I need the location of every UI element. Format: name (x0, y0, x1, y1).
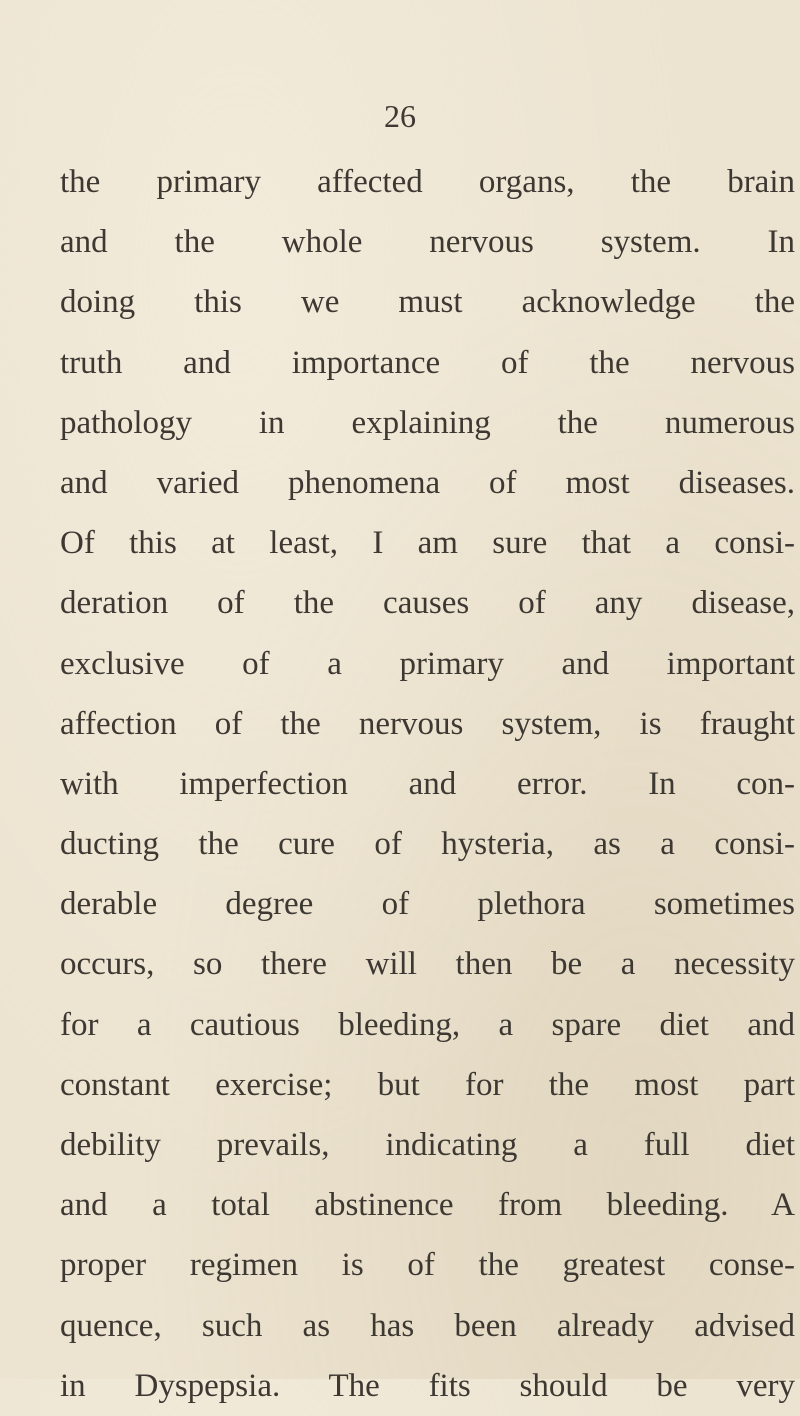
text-line: doing this we must acknowledge the (60, 284, 795, 321)
text-line: debility prevails, indicating a full diet (60, 1127, 795, 1163)
text-line: pathology in explaining the numerous (60, 404, 795, 441)
body-text (60, 152, 795, 1416)
page-number: 26 (384, 98, 416, 134)
text-line: exclusive of a primary and important (60, 645, 795, 682)
text-line: ducting the cure of hysteria, as a consi- (60, 826, 795, 863)
text-line: truth and importance of the nervous (60, 344, 795, 381)
text-line: the primary affected organs, the brain (60, 164, 795, 200)
text-line: in Dyspepsia. The fits should be very (60, 1367, 795, 1404)
text-line: and a total abstinence from bleeding. A (60, 1187, 795, 1224)
text-line: affection of the nervous system, is fraught (60, 705, 795, 742)
text-line: deration of the causes of any disease, (60, 585, 795, 622)
text-line: occurs, so there will then be a necessity (60, 946, 795, 983)
text-line: and the whole nervous system. In (60, 224, 795, 261)
text-line: quence, such as has been already advised (60, 1307, 795, 1344)
text-line: and varied phenomena of most diseases. (60, 464, 795, 501)
text-line: proper regimen is of the greatest conse- (60, 1247, 795, 1284)
text-line: Of this at least, I am sure that a consi- (60, 525, 795, 562)
text-line: derable degree of plethora sometimes (60, 886, 795, 923)
text-line: constant exercise; but for the most part (60, 1066, 795, 1103)
text-line: for a cautious bleeding, a spare diet and (60, 1006, 795, 1043)
text-line: with imperfection and error. In con- (60, 765, 795, 802)
